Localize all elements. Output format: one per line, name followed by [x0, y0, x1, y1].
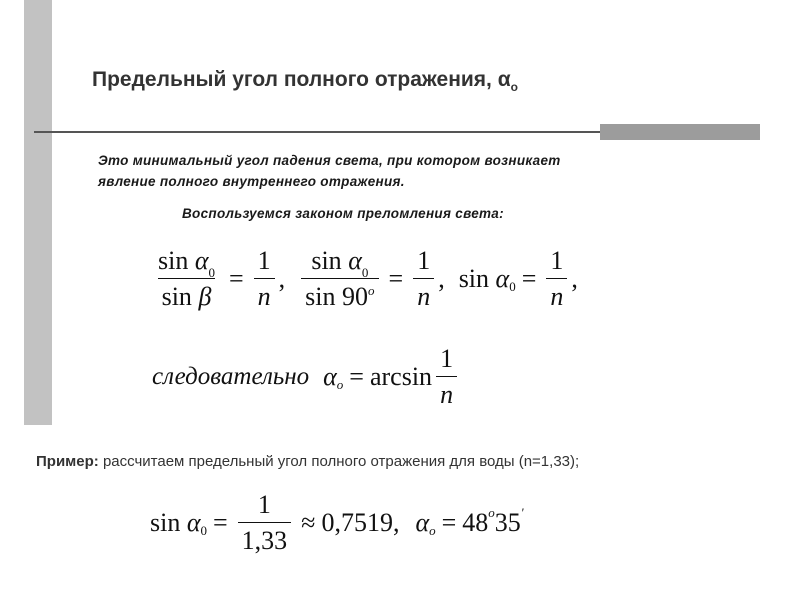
- arcsin-function: arcsin: [369, 362, 433, 391]
- definition-line-2: явление полного внутреннего отражения.: [98, 174, 405, 189]
- fraction-1-over-n-2: $\frac{1}{n}$: [413, 246, 434, 312]
- title-subscript: o: [510, 80, 518, 95]
- snell-equations: $\frac{\sin \alpha_0}{\text{sin β}}$ = $\frac{1}{n}$ , $\frac{\sin \alpha_0}{\sin 90^o}$ = $\frac{1}{n}$ , sin α 0 = $\frac{1}{n}$ ,: [150, 246, 578, 312]
- fraction-1-over-1-33: $\frac{1}{1,33}$: [238, 490, 292, 556]
- left-decorative-bar: [24, 0, 52, 425]
- fraction-sin-alpha-over-sin-beta: $\frac{\sin \alpha_0}{\text{sin β}}$: [158, 246, 215, 311]
- example-label: Пример:: [36, 453, 99, 470]
- angle-degrees: 48: [462, 508, 489, 537]
- fraction-1-over-n-arcsin: $\frac{1}{n}$: [436, 344, 457, 410]
- definition-line-1: Это минимальный угол падения света, при котором возникает: [98, 153, 561, 168]
- divider-accent-block: [600, 124, 760, 140]
- fraction-1-over-n-3: $\frac{1}{n}$: [546, 246, 567, 312]
- result-equation: sin α 0 = $\frac{1}{1,33}$ ≈ 0,7519 , α o = 48 o 35 ': [150, 490, 524, 555]
- slide-title: [92, 68, 518, 94]
- refraction-law-text: Воспользуемся законом преломления света:: [182, 206, 504, 221]
- title-text: Предельный угол полного отражения, α: [92, 68, 511, 91]
- fraction-1-over-n: $\frac{1}{n}$: [254, 246, 275, 312]
- conclusion-equation: следовательно α o = arcsin $\frac{1}{n}$: [152, 344, 461, 410]
- fraction-sin-alpha-over-sin-90: $\frac{\sin \alpha_0}{\sin 90^o}$: [301, 246, 378, 312]
- example-text: [36, 453, 579, 470]
- example-body: рассчитаем предельный угол полного отражения для воды (n=1,33);: [102, 453, 580, 470]
- conclusion-word: следовательно: [152, 363, 310, 390]
- definition-text: [98, 150, 758, 192]
- angle-minutes: 35: [494, 508, 521, 537]
- sin-result-value: 0,7519: [321, 508, 393, 537]
